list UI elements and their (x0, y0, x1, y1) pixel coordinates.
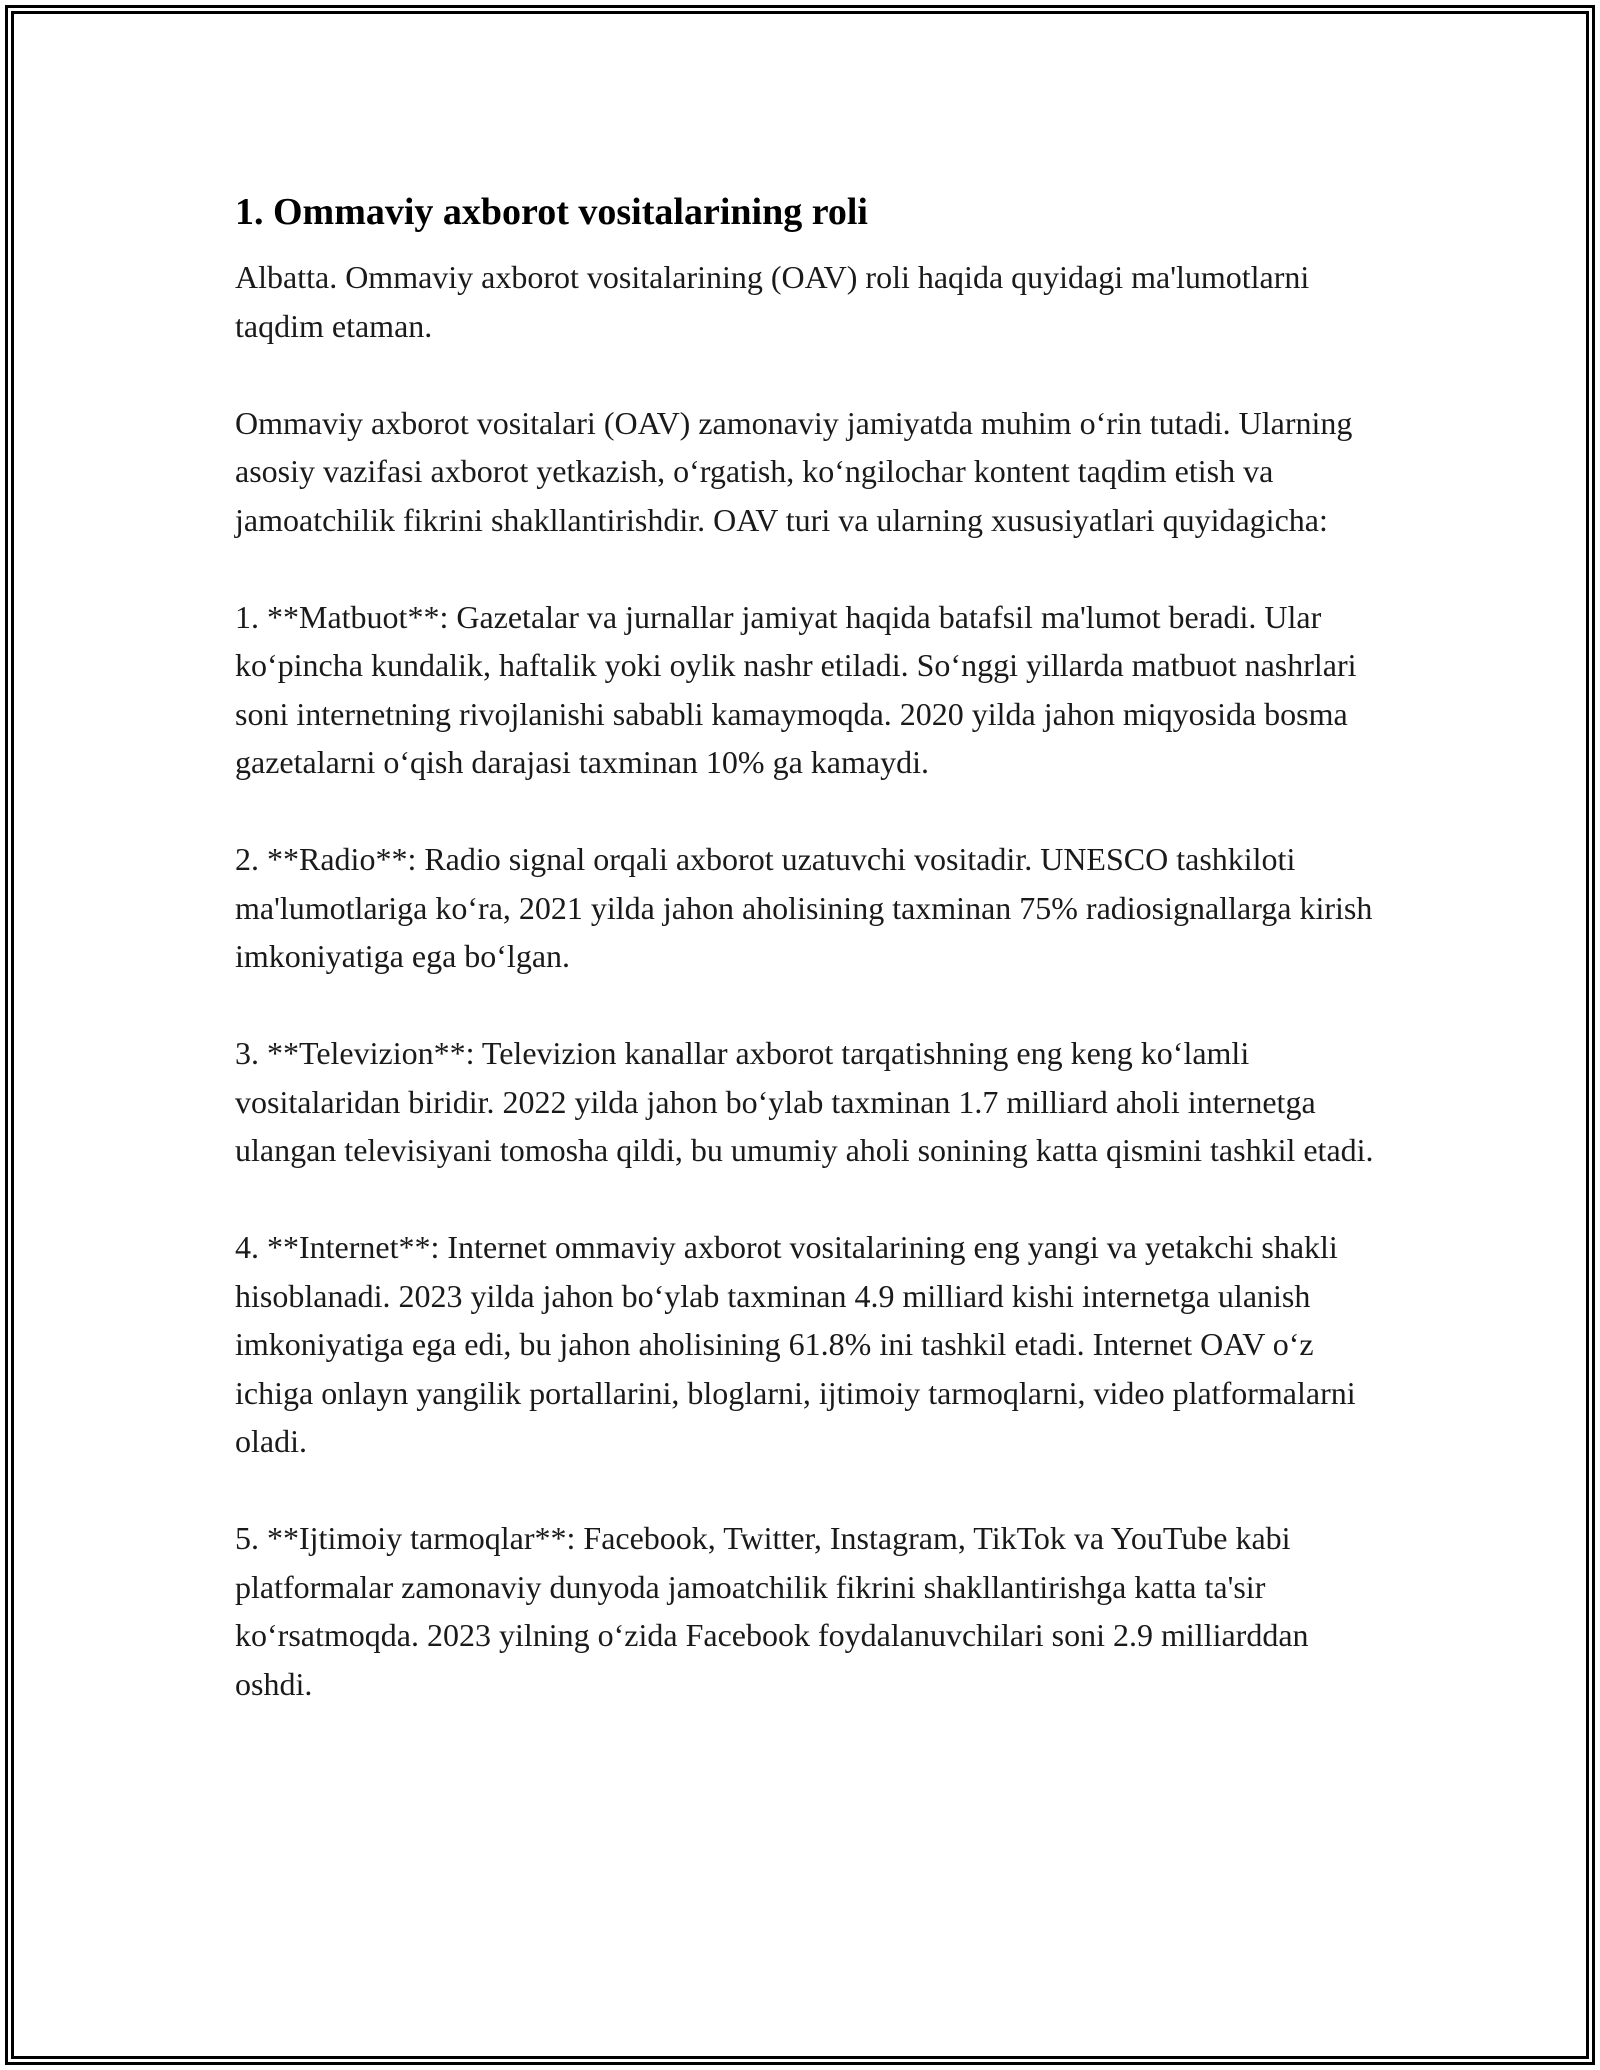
internet-paragraph: 4. **Internet**: Internet ommaviy axborot vositalarining eng yangi va yetakchi shakli hisoblanadi. 2023 yilda jahon bo‘ylab taxminan 4.9 milliard kishi internetga ulanish imkoniyatiga ega edi, bu jahon aholisining 61.8% ini tashkil etadi. Internet OAV o‘z ichiga onlayn yangilik portallarini, bloglarni, ijtimoiy tarmoqlarni, video platformalarni oladi. (235, 1229, 1356, 1459)
intro-paragraph: Albatta. Ommaviy axborot vositalarining (OAV) roli haqida quyidagi ma'lumotlarni taqdim etaman. (235, 259, 1310, 344)
press-paragraph: 1. **Matbuot**: Gazetalar va jurnallar jamiyat haqida batafsil ma'lumot beradi. Ular ko‘pincha kundalik, haftalik yoki oylik nashr etiladi. So‘nggi yillarda matbuot nashrlari soni internetning rivojlanishi sababli kamaymoqda. 2020 yilda jahon miqyosida bosma gazetalarni o‘qish darajasi taxminan 10% ga kamaydi. (235, 598, 1357, 780)
television-paragraph: 3. **Televizion**: Televizion kanallar axborot tarqatishning eng keng ko‘lamli vositalaridan biridir. 2022 yilda jahon bo‘ylab taxminan 1.7 milliard aholi internetga ulangan televisiyani tomosha qildi, bu umumiy aholi sonining katta qismini tashkil etadi. (235, 1035, 1374, 1168)
overview-paragraph: Ommaviy axborot vositalari (OAV) zamonaviy jamiyatda muhim o‘rin tutadi. Ularning asosiy vazifasi axborot yetkazish, o‘rgatish, ko‘ngilochar kontent taqdim etish va jamoatchilik fikrini shakllantirishdir. OAV turi va ularning xususiyatlari quyidagicha: (235, 404, 1353, 538)
section-heading: 1. Ommaviy axborot vositalarining roli (235, 191, 868, 233)
document-body (235, 185, 1375, 1708)
social-media-paragraph: 5. **Ijtimoiy tarmoqlar**: Facebook, Twitter, Instagram, TikTok va YouTube kabi platformalar zamonaviy dunyoda jamoatchilik fikrini shakllantirishga katta ta'sir ko‘rsatmoqda. 2023 yilning o‘zida Facebook foydalanuvchilari soni 2.9 milliarddan oshdi. (235, 1520, 1309, 1702)
radio-paragraph: 2. **Radio**: Radio signal orqali axborot uzatuvchi vositadir. UNESCO tashkiloti ma'lumotlariga ko‘ra, 2021 yilda jahon aholisining taxminan 75% radiosignallarga kirish imkoniyatiga ega bo‘lgan. (235, 841, 1373, 974)
